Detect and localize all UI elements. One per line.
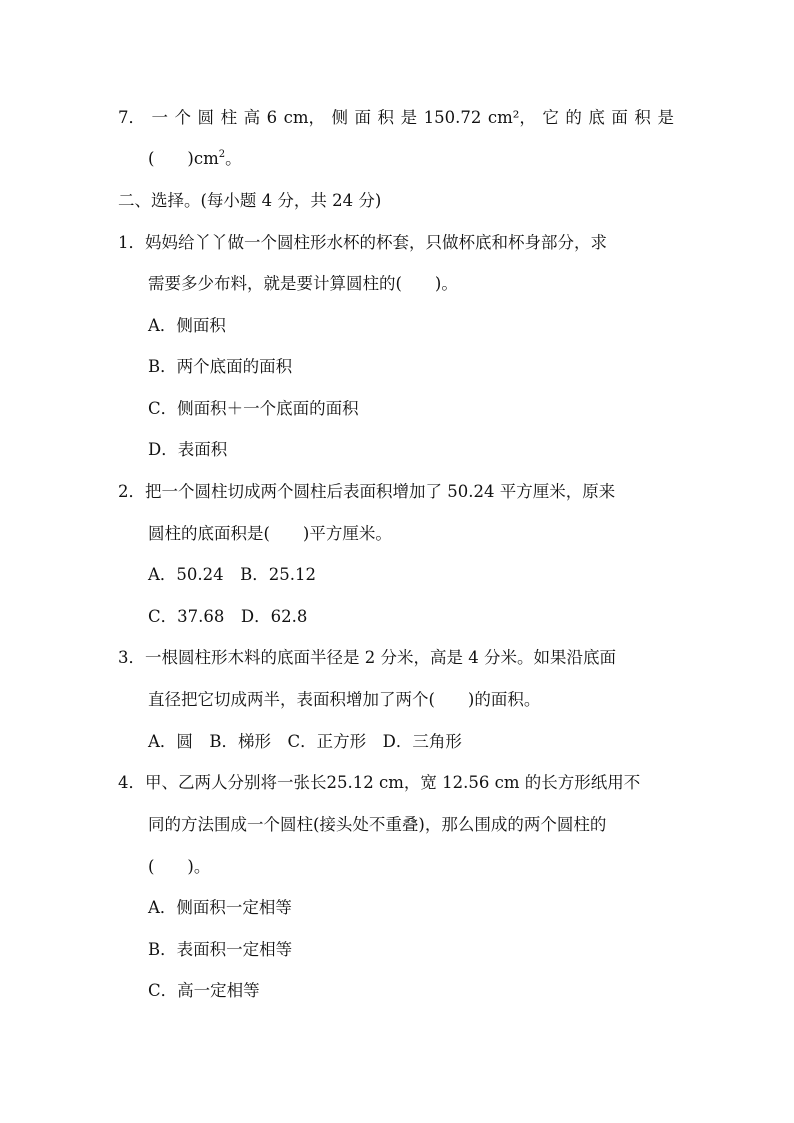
q4-option-b: B．表面积一定相等 (148, 940, 293, 959)
q7-word: 是 (657, 108, 674, 127)
question-3-line-1: 3．一根圆柱形木料的底面半径是 2 分米，高是 4 分米。如果沿底面 (118, 648, 616, 667)
q7-word: 高 (243, 108, 261, 127)
q7-word: 积 (377, 108, 395, 127)
q1-option-b: B．两个底面的面积 (148, 357, 293, 376)
q2-options-row-2: C．37.68 D．62.8 (148, 607, 308, 626)
q1-option-d: D．表面积 (148, 440, 228, 459)
question-4-line-3: ( )。 (148, 857, 211, 876)
q7-word: 柱 (220, 108, 238, 127)
question-7-line-1 (118, 106, 674, 130)
q7-superscript: 2 (218, 149, 226, 160)
q7-word: 面 (611, 108, 628, 127)
question-2-line-2: 圆柱的底面积是( )平方厘米。 (148, 524, 392, 543)
q7-blank-text: ( )cm (148, 149, 219, 168)
q7-num: 7． (118, 108, 145, 127)
q7-word: cm， (283, 108, 325, 127)
question-4-line-1: 4．甲、乙两人分别将一张长25.12 cm，宽 12.56 cm 的长方形纸用不 (118, 773, 641, 792)
q7-word: 的 (565, 108, 582, 127)
q4-option-a: A．侧面积一定相等 (148, 898, 292, 917)
q7-word: 圆 (197, 108, 215, 127)
question-7-line-2 (148, 147, 242, 171)
q7-word: 侧 (331, 108, 349, 127)
q7-period: 。 (225, 149, 242, 168)
question-3-line-2: 直径把它切成两半，表面积增加了两个( )的面积。 (148, 690, 541, 709)
q3-options-row: A．圆 B．梯形 C．正方形 D．三角形 (148, 732, 462, 751)
q7-word: 个 (174, 108, 192, 127)
q7-word: 是 (400, 108, 418, 127)
q7-word: 它 (542, 108, 559, 127)
question-1-line-1: 1．妈妈给丫丫做一个圆柱形水杯的杯套，只做杯底和杯身部分，求 (118, 233, 607, 252)
q2-options-row-1: A．50.24 B．25.12 (148, 565, 317, 584)
q1-option-c: C．侧面积＋一个底面的面积 (148, 399, 359, 418)
q7-word: 150.72 (423, 108, 482, 127)
question-4-line-2: 同的方法围成一个圆柱(接头处不重叠)，那么围成的两个圆柱的 (148, 815, 607, 834)
q7-word: 底 (588, 108, 605, 127)
question-1-line-2: 需要多少布料，就是要计算圆柱的( )。 (148, 274, 458, 293)
q1-option-a: A．侧面积 (148, 316, 226, 335)
q7-word: 积 (634, 108, 651, 127)
q7-word: 面 (354, 108, 372, 127)
q7-word: 6 (266, 108, 278, 127)
question-2-line-1: 2．把一个圆柱切成两个圆柱后表面积增加了 50.24 平方厘米，原来 (118, 482, 616, 501)
q4-option-c: C．高一定相等 (148, 981, 260, 1000)
q7-word: 一 (151, 108, 169, 127)
section-heading: 二、选择。(每小题 4 分，共 24 分) (118, 191, 382, 210)
q7-word: cm²， (487, 108, 536, 127)
